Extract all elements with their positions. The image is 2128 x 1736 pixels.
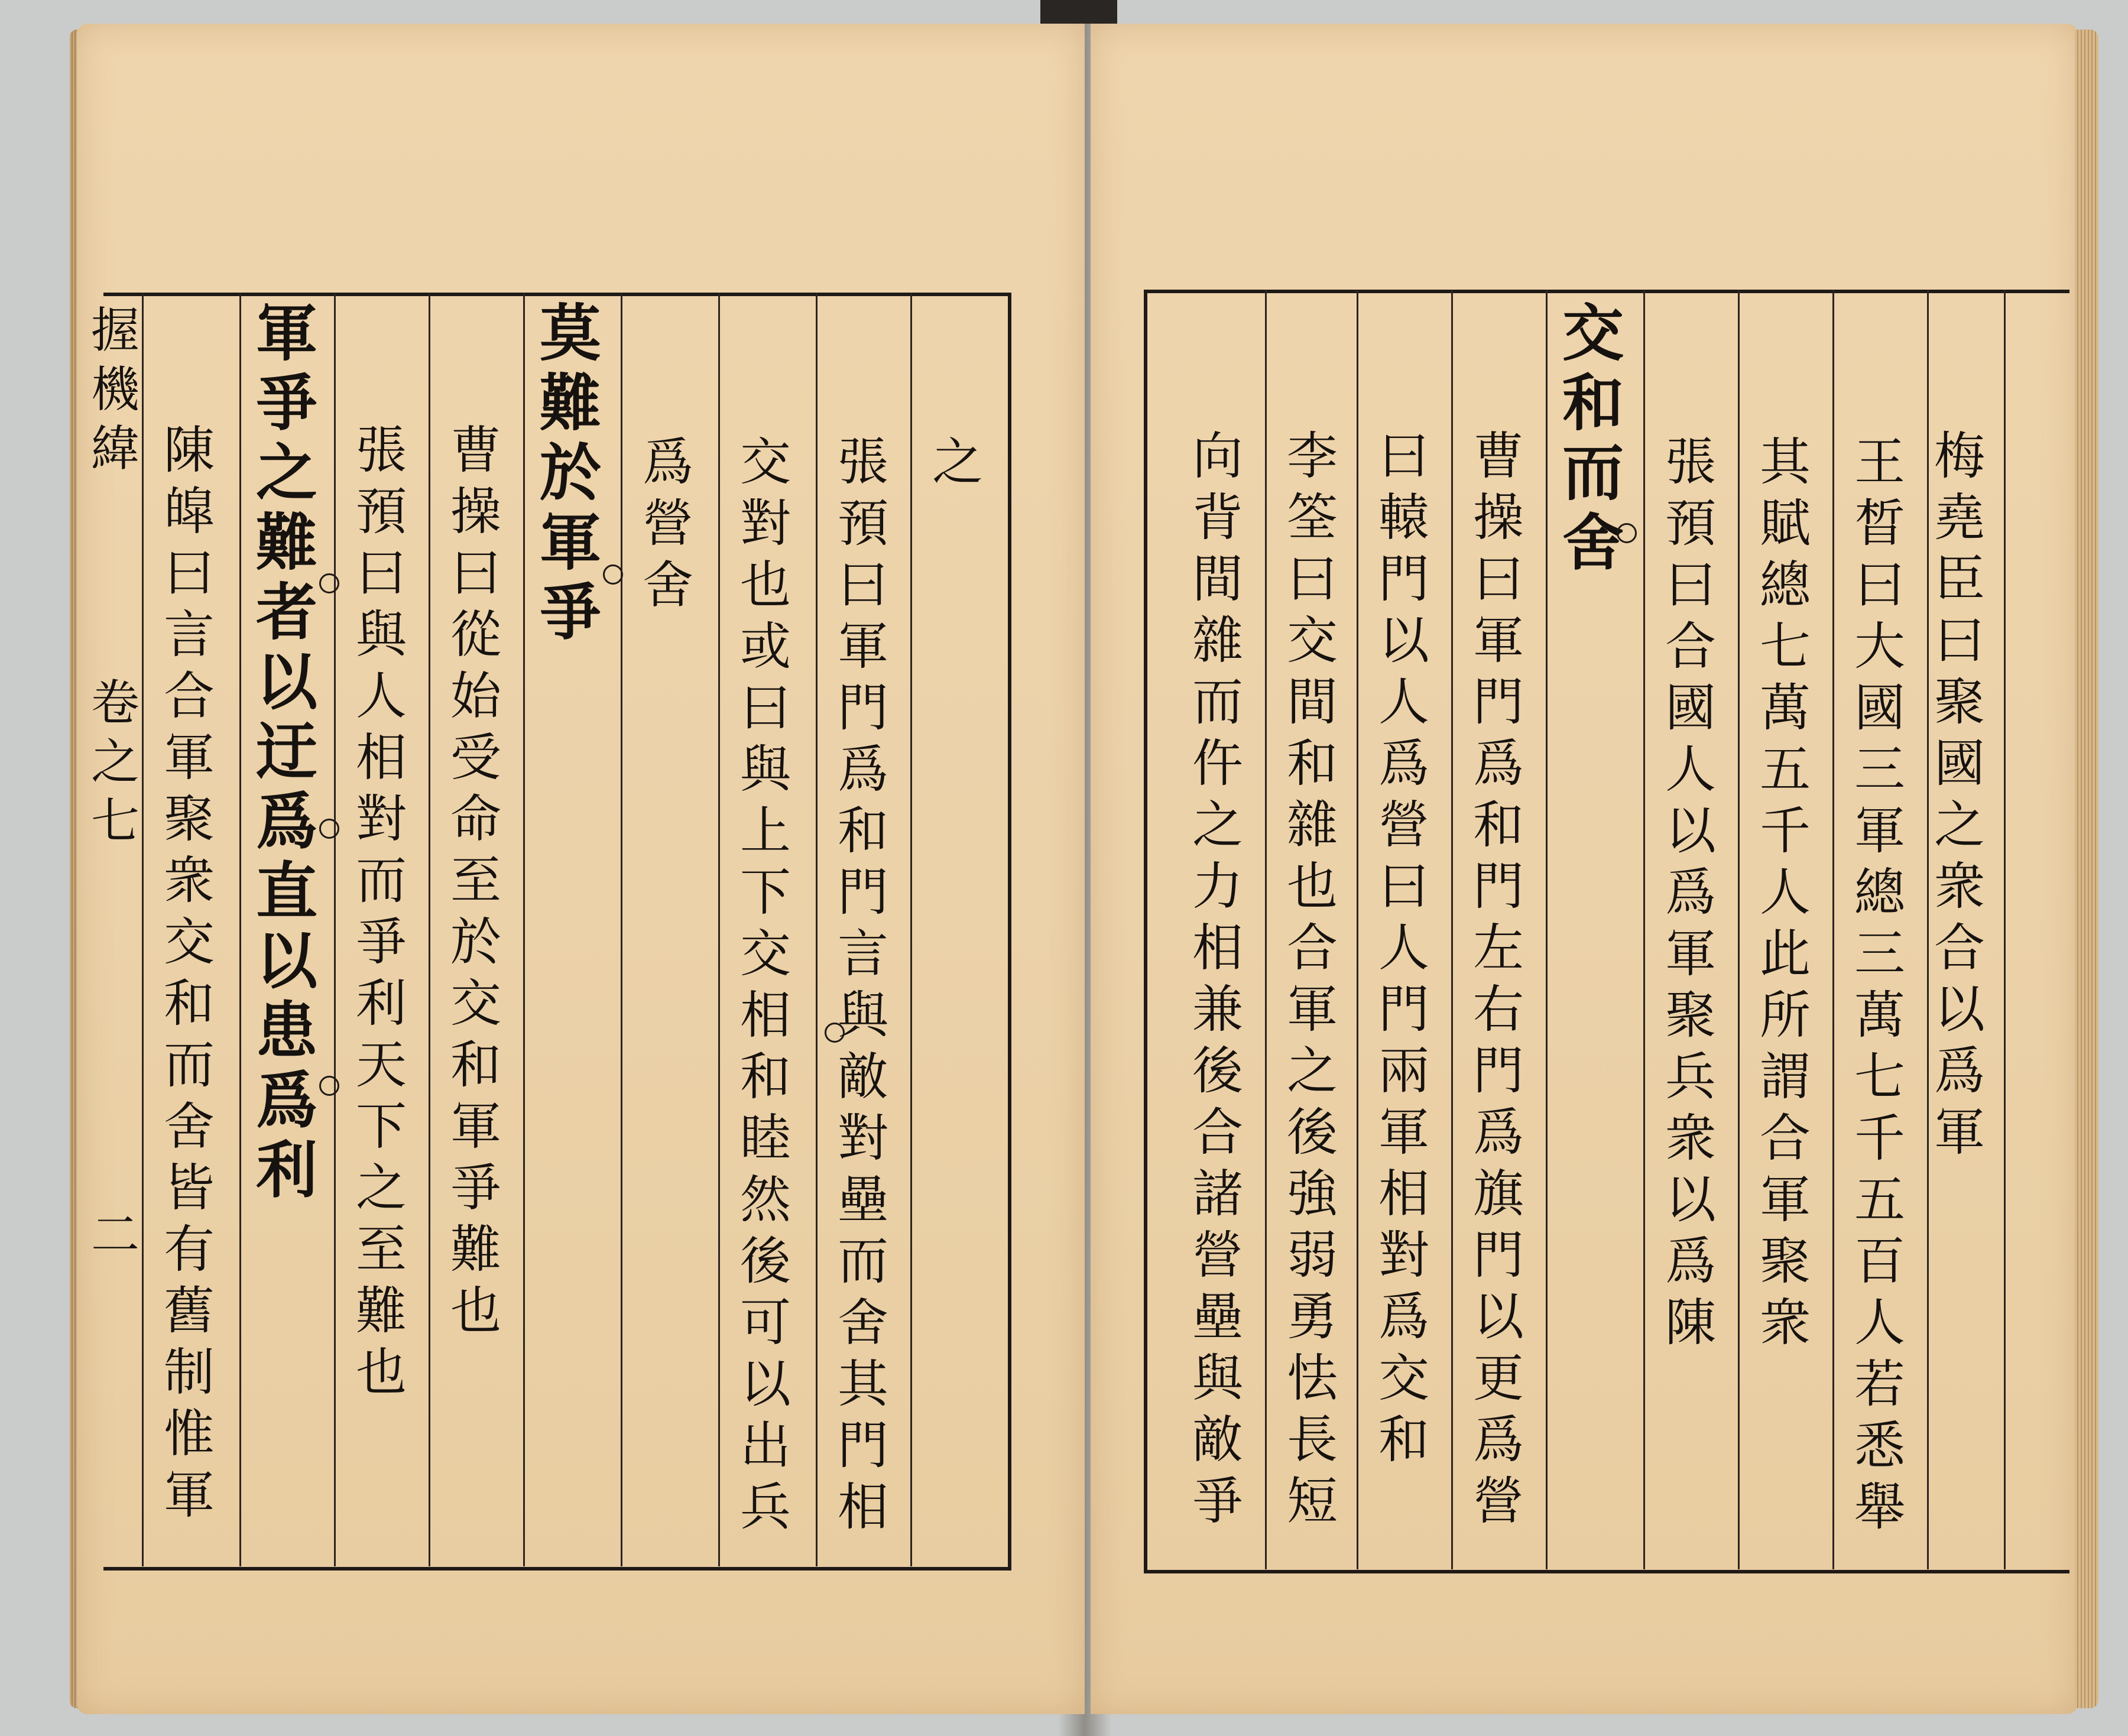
character: 惟 (164, 1404, 215, 1464)
text-column (819, 431, 907, 1538)
character: 二 (90, 1207, 140, 1263)
character: 而 (838, 1232, 888, 1291)
character: 預 (838, 494, 888, 553)
character: 合 (1192, 1103, 1243, 1162)
character: 上 (740, 802, 791, 861)
volume-header (80, 674, 151, 851)
character: 晳 (1854, 494, 1905, 553)
character: 曰 (450, 544, 501, 603)
character: 張 (838, 433, 888, 492)
character: 於 (539, 436, 601, 509)
character: 然 (740, 1170, 791, 1229)
character: 軍 (450, 1097, 501, 1156)
character: 和 (740, 1047, 791, 1107)
character: 短 (1287, 1472, 1338, 1531)
character: 之 (90, 734, 140, 790)
character: 利 (255, 1134, 317, 1206)
text-column (1268, 426, 1357, 1532)
character: 陳 (1665, 1293, 1716, 1352)
character: 衆 (1760, 1293, 1811, 1352)
character: 國 (1934, 734, 1985, 793)
character: 壘 (1192, 1287, 1243, 1346)
character: 和 (1378, 1410, 1429, 1469)
character: 合 (164, 667, 215, 726)
character: 人 (1378, 673, 1429, 732)
character: 之 (356, 1159, 407, 1218)
character: 軍 (164, 728, 215, 787)
character: 爲 (1473, 734, 1524, 793)
character: 難 (450, 1220, 501, 1279)
character: 可 (740, 1293, 791, 1352)
character: 張 (356, 421, 407, 480)
character: 更 (1473, 1349, 1524, 1408)
character: 千 (1760, 802, 1811, 861)
character: 曰 (838, 556, 888, 615)
character: 其 (838, 1355, 888, 1414)
character: 而 (1192, 673, 1243, 732)
character: 難 (255, 506, 317, 579)
text-column (721, 431, 810, 1538)
character: 爭 (1192, 1472, 1243, 1531)
character: 國 (1665, 679, 1716, 738)
character: 總 (1854, 863, 1905, 922)
character: 強 (1287, 1164, 1338, 1224)
column-rule (718, 293, 720, 1566)
character: 聚 (164, 790, 215, 849)
character: 難 (539, 366, 601, 439)
character: 也 (450, 1281, 501, 1341)
character: 天 (356, 1036, 407, 1095)
character: 右 (1473, 980, 1524, 1039)
character: 兵 (1665, 1047, 1716, 1107)
character: 軍 (1760, 1170, 1811, 1229)
character: 臣 (1934, 550, 1985, 609)
character: 李 (1287, 427, 1338, 486)
character: 合 (1287, 919, 1338, 978)
character: 門 (1473, 1226, 1524, 1285)
character: 曰 (1473, 550, 1524, 609)
character: 營 (643, 494, 693, 553)
character: 力 (1192, 857, 1243, 916)
character: 萬 (1760, 679, 1811, 738)
column-rule (621, 293, 622, 1566)
character: 相 (740, 986, 791, 1045)
character: 總 (1760, 556, 1811, 615)
character: 相 (1192, 919, 1243, 978)
column-rule (816, 293, 818, 1566)
character: 合 (1760, 1109, 1811, 1168)
character: 之 (255, 436, 317, 509)
character: 營 (1378, 796, 1429, 855)
character: 而 (1562, 436, 1624, 509)
character: 曰 (740, 679, 791, 738)
character: 爲 (1378, 1287, 1429, 1346)
character: 爲 (643, 433, 693, 492)
character: 爭 (356, 913, 407, 972)
character: 向 (1192, 427, 1243, 486)
character: 對 (740, 494, 791, 553)
character: 患 (255, 994, 317, 1067)
text-column (432, 420, 520, 1342)
character: 間 (1192, 550, 1243, 609)
character: 和 (1287, 734, 1338, 793)
character: 國 (1854, 679, 1905, 738)
character: 七 (1760, 617, 1811, 676)
character: 陳 (164, 421, 215, 480)
character: 難 (356, 1281, 407, 1341)
character: 軍 (1378, 1103, 1429, 1162)
character: 軍 (164, 1466, 215, 1525)
character: 兩 (1378, 1041, 1429, 1101)
character: 交 (1562, 297, 1624, 369)
column-rule (523, 293, 525, 1566)
character: 舍 (838, 1293, 888, 1352)
character: 下 (356, 1097, 407, 1156)
character: 至 (450, 851, 501, 910)
character: 爭 (255, 366, 317, 439)
book-title-header (80, 301, 151, 479)
character: 大 (1854, 617, 1905, 676)
character: 曰 (1378, 427, 1429, 486)
character: 預 (356, 482, 407, 541)
character: 張 (1665, 433, 1716, 492)
main-text-column (526, 298, 615, 647)
character: 相 (356, 728, 407, 787)
character: 軍 (255, 297, 317, 369)
character: 謂 (1760, 1047, 1811, 1107)
column-rule (334, 293, 336, 1566)
character: 人 (1665, 740, 1716, 799)
character: 言 (164, 605, 215, 664)
character: 於 (450, 913, 501, 972)
character: 迂 (255, 715, 317, 788)
text-column (1915, 426, 2004, 1163)
character: 以 (1665, 1170, 1716, 1229)
character: 軍 (1665, 924, 1716, 984)
punctuation-circle (1617, 523, 1637, 543)
character: 軍 (539, 506, 601, 579)
page-number-header (80, 1206, 151, 1265)
character: 爲 (838, 740, 888, 799)
character: 與 (356, 605, 407, 664)
character: 從 (450, 605, 501, 664)
character: 人 (1760, 863, 1811, 922)
punctuation-circle (319, 1076, 339, 1096)
character: 交 (450, 974, 501, 1033)
character: 而 (164, 1036, 215, 1095)
character: 轅 (1378, 488, 1429, 547)
character: 人 (1854, 1293, 1905, 1352)
character: 而 (356, 851, 407, 910)
character: 曹 (450, 421, 501, 480)
character: 與 (740, 740, 791, 799)
character: 預 (1665, 494, 1716, 553)
character: 曹 (1473, 427, 1524, 486)
character: 聚 (1665, 986, 1716, 1045)
character: 合 (1934, 919, 1985, 978)
character: 爭 (539, 576, 601, 648)
character: 對 (838, 1109, 888, 1168)
character: 爭 (450, 1159, 501, 1218)
character: 和 (1562, 366, 1624, 439)
character: 雜 (1287, 796, 1338, 855)
character: 堯 (1934, 488, 1985, 547)
column-rule (1357, 290, 1358, 1569)
character: 爲 (1934, 1041, 1985, 1101)
punctuation-circle (319, 573, 339, 593)
character: 制 (164, 1343, 215, 1402)
character: 緯 (90, 421, 140, 477)
punctuation-circle (319, 819, 339, 839)
character: 舍 (1562, 506, 1624, 579)
character: 舊 (164, 1281, 215, 1341)
character: 機 (90, 362, 140, 418)
character: 後 (1287, 1103, 1338, 1162)
character: 旗 (1473, 1164, 1524, 1224)
character: 之 (1192, 796, 1243, 855)
character: 皆 (164, 1159, 215, 1218)
character: 有 (164, 1220, 215, 1279)
character: 衆 (1665, 1109, 1716, 1168)
character: 和 (838, 802, 888, 861)
character: 曰 (1934, 611, 1985, 670)
character: 命 (450, 790, 501, 849)
character: 怯 (1287, 1349, 1338, 1408)
character: 握 (90, 303, 140, 359)
character: 仵 (1192, 734, 1243, 793)
text-column (1360, 426, 1448, 1471)
character: 軍 (1934, 1103, 1985, 1162)
character: 利 (356, 974, 407, 1033)
character: 爲 (255, 1064, 317, 1137)
character: 背 (1192, 488, 1243, 547)
character: 者 (255, 576, 317, 648)
character: 言 (838, 924, 888, 984)
text-column (1646, 431, 1735, 1354)
column-rule (1738, 290, 1740, 1569)
character: 以 (1473, 1287, 1524, 1346)
column-rule (1265, 290, 1267, 1569)
character: 兼 (1192, 980, 1243, 1039)
character: 門 (838, 863, 888, 922)
character: 曰 (1665, 556, 1716, 615)
character: 直 (255, 855, 317, 927)
character: 舍 (643, 556, 693, 615)
character: 也 (740, 556, 791, 615)
character: 人 (356, 667, 407, 726)
text-column (624, 431, 712, 616)
character: 與 (1192, 1349, 1243, 1408)
column-rule (910, 293, 912, 1566)
character: 若 (1854, 1355, 1905, 1414)
character: 也 (1287, 857, 1338, 916)
text-column (913, 431, 1002, 493)
character: 軍 (1287, 980, 1338, 1039)
character: 此 (1760, 924, 1811, 984)
column-rule (429, 293, 430, 1566)
character: 勇 (1287, 1287, 1338, 1346)
character: 和 (164, 974, 215, 1033)
character: 交 (164, 913, 215, 972)
character: 後 (1192, 1041, 1243, 1101)
character: 敵 (1192, 1410, 1243, 1469)
character: 之 (1934, 796, 1985, 855)
character: 與 (838, 986, 888, 1045)
character: 之 (932, 433, 983, 492)
character: 睦 (740, 1109, 791, 1168)
character: 衆 (164, 851, 215, 910)
character: 莫 (539, 297, 601, 369)
character: 曰 (164, 544, 215, 603)
character: 衆 (1934, 857, 1985, 916)
character: 悉 (1854, 1416, 1905, 1475)
character: 王 (1854, 433, 1905, 492)
character: 壘 (838, 1170, 888, 1229)
character: 軍 (1854, 802, 1905, 861)
character: 營 (1192, 1226, 1243, 1285)
column-rule (2004, 290, 2006, 1569)
character: 門 (838, 1416, 888, 1475)
character: 以 (1934, 980, 1985, 1039)
character: 後 (740, 1232, 791, 1291)
character: 所 (1760, 986, 1811, 1045)
character: 交 (1287, 611, 1338, 670)
character: 對 (1378, 1226, 1429, 1285)
main-text-column (242, 298, 331, 1205)
character: 門 (1473, 857, 1524, 916)
character: 相 (838, 1478, 888, 1537)
column-rule (1832, 290, 1834, 1569)
page-edge-right (2075, 30, 2098, 1708)
column-rule (1643, 290, 1645, 1569)
character: 軍 (838, 617, 888, 676)
character: 弱 (1287, 1226, 1338, 1285)
character: 爲 (255, 785, 317, 858)
text-column (1454, 426, 1543, 1532)
character: 也 (356, 1343, 407, 1402)
character: 出 (740, 1416, 791, 1475)
character: 賦 (1760, 494, 1811, 553)
character: 之 (1287, 1041, 1338, 1101)
character: 三 (1854, 740, 1905, 799)
character: 爲 (1473, 1103, 1524, 1162)
character: 至 (356, 1220, 407, 1279)
character: 門 (1378, 980, 1429, 1039)
character: 聚 (1934, 673, 1985, 732)
character: 兵 (740, 1478, 791, 1537)
character: 七 (90, 793, 140, 849)
character: 交 (740, 924, 791, 984)
character: 曰 (1378, 857, 1429, 916)
character: 曰 (1287, 550, 1338, 609)
character: 合 (1665, 617, 1716, 676)
character: 門 (1473, 673, 1524, 732)
character: 受 (450, 728, 501, 787)
character: 或 (740, 617, 791, 676)
character: 三 (1854, 924, 1905, 984)
column-rule (239, 293, 241, 1566)
character: 其 (1760, 433, 1811, 492)
character: 軍 (1473, 611, 1524, 670)
text-column (1835, 431, 1924, 1538)
character: 爲 (1665, 1232, 1716, 1291)
character: 五 (1760, 740, 1811, 799)
character: 門 (1378, 550, 1429, 609)
character: 操 (450, 482, 501, 541)
character: 雜 (1192, 611, 1243, 670)
character: 七 (1854, 1047, 1905, 1107)
text-column (337, 420, 426, 1403)
character: 百 (1854, 1232, 1905, 1291)
character: 以 (255, 645, 317, 718)
character: 營 (1473, 1472, 1524, 1531)
character: 諸 (1192, 1164, 1243, 1224)
text-column (1173, 426, 1262, 1532)
character: 間 (1287, 673, 1338, 732)
character: 以 (740, 1355, 791, 1414)
punctuation-circle (825, 1023, 845, 1043)
character: 交 (740, 433, 791, 492)
character: 舉 (1854, 1478, 1905, 1537)
character: 下 (740, 863, 791, 922)
character: 爲 (1665, 863, 1716, 922)
character: 和 (450, 1036, 501, 1095)
character: 和 (1473, 796, 1524, 855)
character: 爲 (1378, 734, 1429, 793)
character: 門 (838, 679, 888, 738)
character: 舍 (164, 1097, 215, 1156)
character: 以 (1378, 611, 1429, 670)
text-column (145, 420, 233, 1526)
character: 交 (1378, 1349, 1429, 1408)
character: 以 (1665, 802, 1716, 861)
punctuation-circle (603, 564, 623, 585)
column-rule (1546, 290, 1548, 1569)
column-rule (142, 293, 144, 1566)
character: 五 (1854, 1170, 1905, 1229)
character: 相 (1378, 1164, 1429, 1224)
character: 始 (450, 667, 501, 726)
character: 千 (1854, 1109, 1905, 1168)
character: 爲 (1473, 1410, 1524, 1469)
character: 曰 (356, 544, 407, 603)
character: 萬 (1854, 986, 1905, 1045)
character: 左 (1473, 919, 1524, 978)
character: 皡 (164, 482, 215, 541)
column-rule (1451, 290, 1453, 1569)
character: 梅 (1934, 427, 1985, 486)
character: 對 (356, 790, 407, 849)
character: 聚 (1760, 1232, 1811, 1291)
character: 門 (1473, 1041, 1524, 1101)
character: 操 (1473, 488, 1524, 547)
binding-strip (1040, 0, 1117, 24)
character: 敵 (838, 1047, 888, 1107)
character: 筌 (1287, 488, 1338, 547)
character: 曰 (1854, 556, 1905, 615)
character: 卷 (90, 675, 140, 731)
character: 長 (1287, 1410, 1338, 1469)
character: 人 (1378, 919, 1429, 978)
text-column (1741, 431, 1829, 1354)
character: 以 (255, 924, 317, 997)
